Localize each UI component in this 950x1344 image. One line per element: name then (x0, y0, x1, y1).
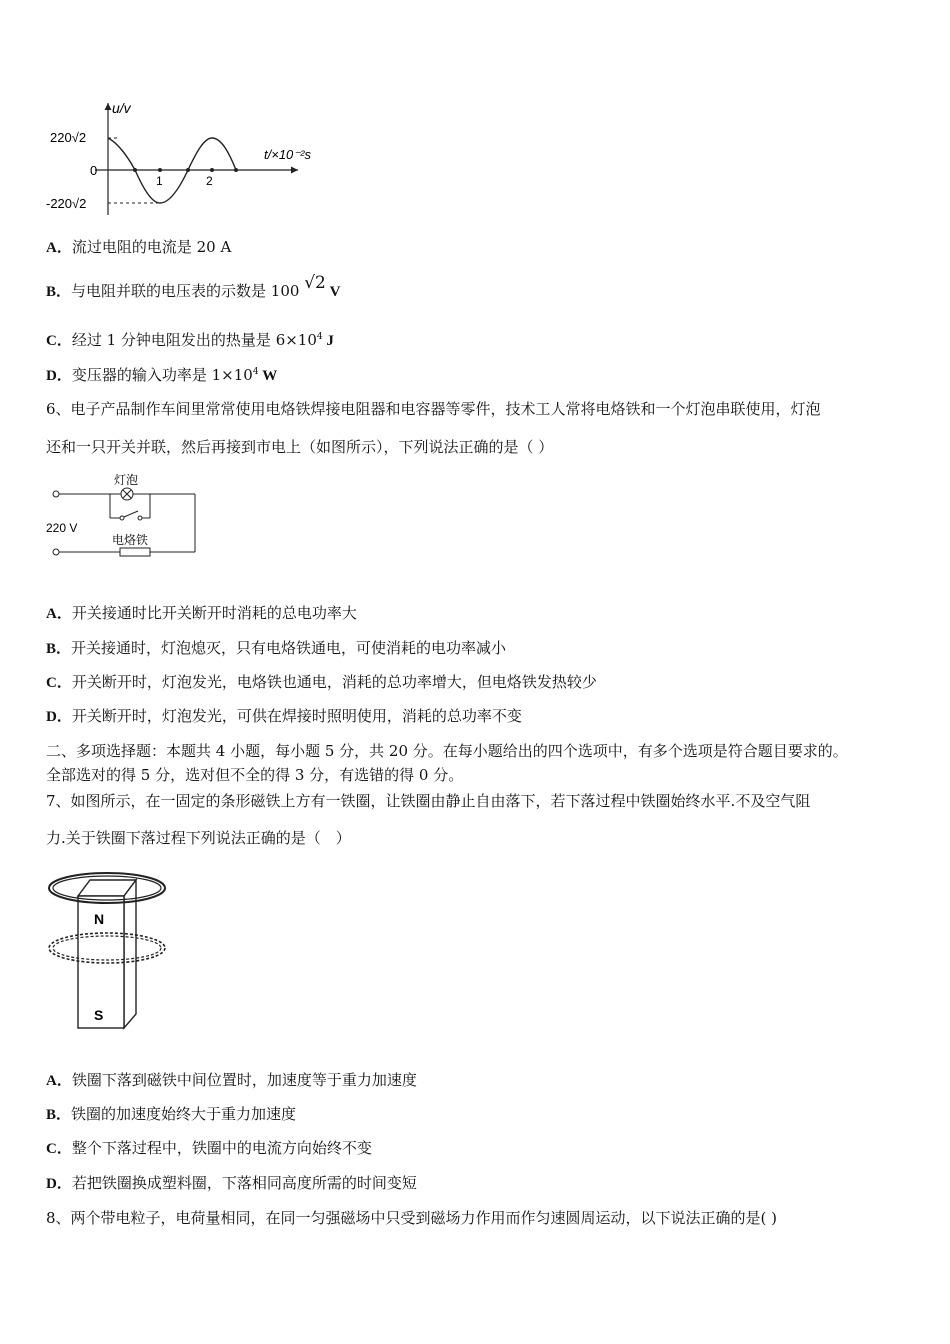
q6-option-c: C．开关断开时，灯泡发光，电烙铁也通电，消耗的总功率增大，但电烙铁发热较少 (46, 673, 597, 691)
q8-stem: 8、两个带电粒子，电荷量相同，在同一匀强磁场中只受到磁场力作用而作匀速圆周运动，以下说法正确的是( ) (46, 1209, 778, 1227)
q7-stem-line2: 力.关于铁圈下落过程下列说法正确的是（ ） (46, 829, 351, 847)
q5-option-b: B．与电阻并联的电压表的示数是 100 √2 V (46, 273, 341, 300)
voltage-label: 220 V (46, 521, 78, 535)
y-axis-label: u/v (112, 100, 131, 116)
q7-stem-line1: 7、如图所示，在一固定的条形磁铁上方有一铁圈，让铁圈由静止自由落下，若下落过程中铁圈始终水平.不及空气阻 (46, 792, 811, 810)
q7-option-d: D．若把铁圈换成塑料圈，下落相同高度所需的时间变短 (46, 1174, 417, 1192)
south-pole-label: S (94, 1007, 104, 1023)
q6-option-a: A．开关接通时比开关断开时消耗的总电功率大 (46, 604, 357, 622)
section2-instructions-line1: 二、多项选择题：本题共 4 小题，每小题 5 分，共 20 分。在每小题给出的四个选项中，有多个选项是符合题目要求的。 (46, 742, 848, 760)
tick-label-1: 1 (156, 174, 163, 188)
q5-option-a: A．流过电阻的电流是 20 A (46, 238, 232, 256)
q7-option-c: C．整个下落过程中，铁圈中的电流方向始终不变 (46, 1139, 372, 1157)
sqrt2-radical: √2 (304, 273, 326, 293)
circuit-diagram (40, 466, 210, 566)
y-zero-label: 0 (90, 163, 98, 178)
x-axis-label: t/×10⁻²s (264, 147, 311, 162)
q6-option-b: B．开关接通时，灯泡熄灭，只有电烙铁通电，可使消耗的电功率减小 (46, 639, 507, 657)
q6-stem-line1: 6、电子产品制作车间里常常使用电烙铁焊接电阻器和电容器等零件，技术工人常将电烙铁和一个灯泡串联使用，灯泡 (46, 400, 821, 418)
north-pole-label: N (94, 911, 105, 927)
q6-option-d: D．开关断开时，灯泡发光，可供在焊接时照明使用，消耗的总功率不变 (46, 707, 522, 725)
q5-option-c: C．经过 1 分钟电阻发出的热量是 $6\times 10^4$ J (46, 331, 334, 349)
y-min-label: -220√2 (46, 196, 87, 211)
magnet-ring-figure (44, 866, 174, 1036)
lamp-label: 灯泡 (114, 473, 139, 487)
voltage-time-graph (40, 95, 340, 220)
q7-option-b: B．铁圈的加速度始终大于重力加速度 (46, 1105, 297, 1123)
switch-icon (124, 511, 138, 517)
iron-label: 电烙铁 (112, 533, 149, 547)
q5-option-d: D．变压器的输入功率是 $1\times 10^4$ W (46, 366, 278, 384)
iron-resistor-icon (120, 548, 150, 556)
tick-label-2: 2 (206, 174, 213, 188)
q7-option-a: A．铁圈下落到磁铁中间位置时，加速度等于重力加速度 (46, 1071, 417, 1089)
q6-stem-line2: 还和一只开关并联，然后再接到市电上（如图所示），下列说法正确的是（ ） (46, 438, 554, 456)
y-max-label: 220√2 (50, 130, 87, 145)
section2-instructions-line2: 全部选对的得 5 分，选对但不全的得 3 分，有选错的得 0 分。 (46, 766, 464, 784)
